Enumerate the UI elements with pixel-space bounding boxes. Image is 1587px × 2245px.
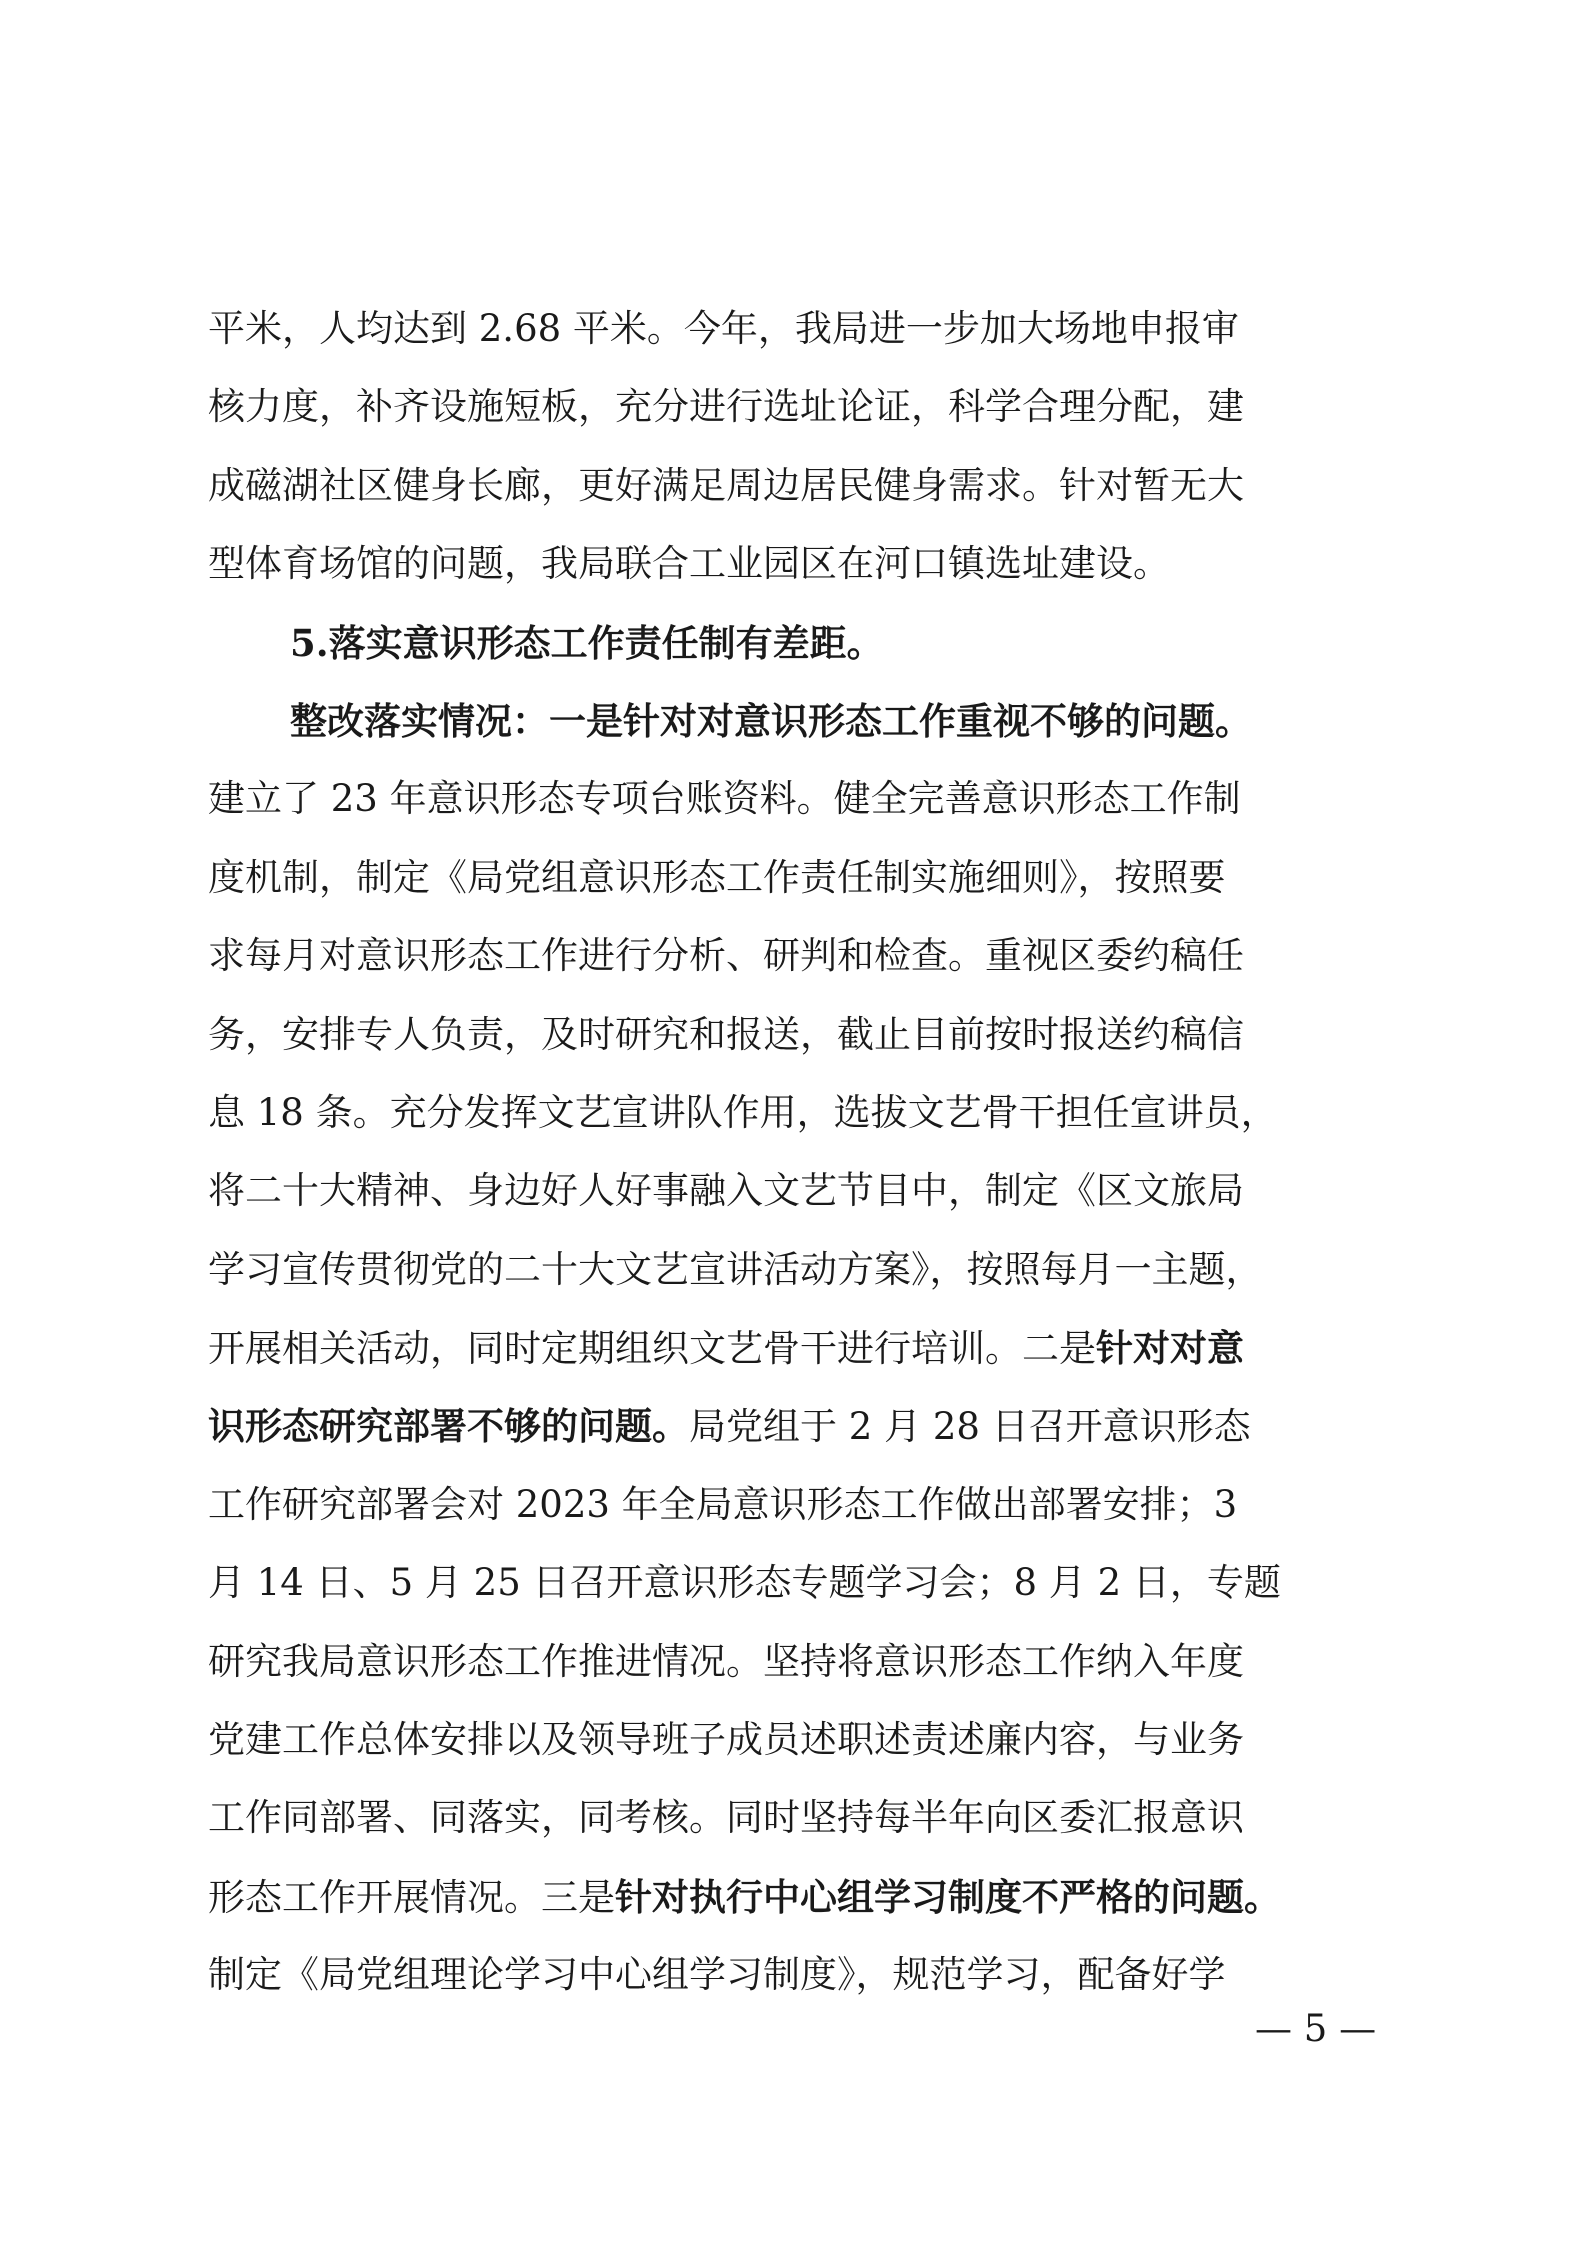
text-segment: 度机制，制定《局党组意识形态工作责任制实施细则》，按照要 (208, 855, 1226, 899)
text-segment: 局党组于 2 月 28 日召开意识形态 (689, 1405, 1251, 1449)
text-segment: 月 14 日、5 月 25 日召开意识形态专题学习会；8 月 2 日，专题 (208, 1561, 1281, 1605)
text-line (208, 996, 1388, 1074)
bold-text-segment: 识形态研究部署不够的问题。 (208, 1404, 689, 1449)
text-line (208, 839, 1388, 917)
text-line (208, 682, 1388, 760)
text-line (208, 1544, 1388, 1622)
bold-text-segment: 整改落实情况：一是针对对意识形态工作重视不够的问题。 (290, 698, 1252, 743)
text-segment: 核力度，补齐设施短板，充分进行选址论证，科学合理分配，建 (208, 385, 1244, 429)
text-segment: 研究我局意识形态工作推进情况。坚持将意识形态工作纳入年度 (208, 1639, 1244, 1683)
text-line (208, 760, 1388, 838)
text-line (208, 525, 1388, 603)
text-segment: 学习宣传贯彻党的二十大文艺宣讲活动方案》，按照每月一主题， (208, 1247, 1263, 1291)
text-segment: 工作研究部署会对 2023 年全局意识形态工作做出部署安排；3 (208, 1482, 1238, 1526)
text-line (208, 1936, 1388, 2014)
body-text (208, 290, 1388, 2015)
text-segment: 开展相关活动，同时定期组织文艺骨干进行培训。二是 (208, 1327, 1096, 1371)
text-segment: 型体育场馆的问题，我局联合工业园区在河口镇选址建设。 (208, 542, 1170, 586)
text-line (208, 1858, 1388, 1936)
text-line (208, 1623, 1388, 1701)
section-heading (208, 604, 1388, 682)
text-line (208, 368, 1388, 446)
text-line (208, 1231, 1388, 1309)
text-line (208, 917, 1388, 995)
text-segment: 成磁湖社区健身长廊，更好满足周边居民健身需求。针对暂无大 (208, 463, 1244, 507)
text-segment: 息 18 条。充分发挥文艺宣讲队作用，选拔文艺骨干担任宣讲员， (208, 1090, 1278, 1134)
text-segment: 求每月对意识形态工作进行分析、研判和检查。重视区委约稿任 (208, 934, 1244, 978)
text-line (208, 1466, 1388, 1544)
text-line (208, 1309, 1388, 1387)
text-line (208, 1779, 1388, 1857)
text-segment: 将二十大精神、身边好人好事融入文艺节目中，制定《区文旅局 (208, 1169, 1244, 1213)
text-segment: 建立了 23 年意识形态专项台账资料。健全完善意识形态工作制 (208, 777, 1241, 821)
text-line (208, 290, 1388, 368)
text-segment: 平米，人均达到 2.68 平米。今年，我局进一步加大场地申报审 (208, 307, 1239, 350)
bold-text-segment: 针对对意 (1096, 1326, 1244, 1371)
bold-text-segment: 针对执行中心组学习制度不严格的问题。 (615, 1874, 1281, 1919)
text-segment: 党建工作总体安排以及领导班子成员述职述责述廉内容，与业务 (208, 1718, 1244, 1762)
text-line (208, 1701, 1388, 1779)
bold-text-segment: 5.落实意识形态工作责任制有差距。 (290, 620, 884, 665)
page-number: — 5 — (1255, 2007, 1377, 2050)
text-segment: 务，安排专人负责，及时研究和报送，截止目前按时报送约稿信 (208, 1012, 1244, 1056)
text-line (208, 1074, 1388, 1152)
text-segment: 工作同部署、同落实，同考核。同时坚持每半年向区委汇报意识 (208, 1796, 1244, 1840)
text-line (208, 447, 1388, 525)
text-segment: 制定《局党组理论学习中心组学习制度》，规范学习，配备好学 (208, 1953, 1226, 1997)
text-line (208, 1387, 1388, 1465)
text-segment: 形态工作开展情况。三是 (208, 1875, 615, 1919)
text-line (208, 1152, 1388, 1230)
